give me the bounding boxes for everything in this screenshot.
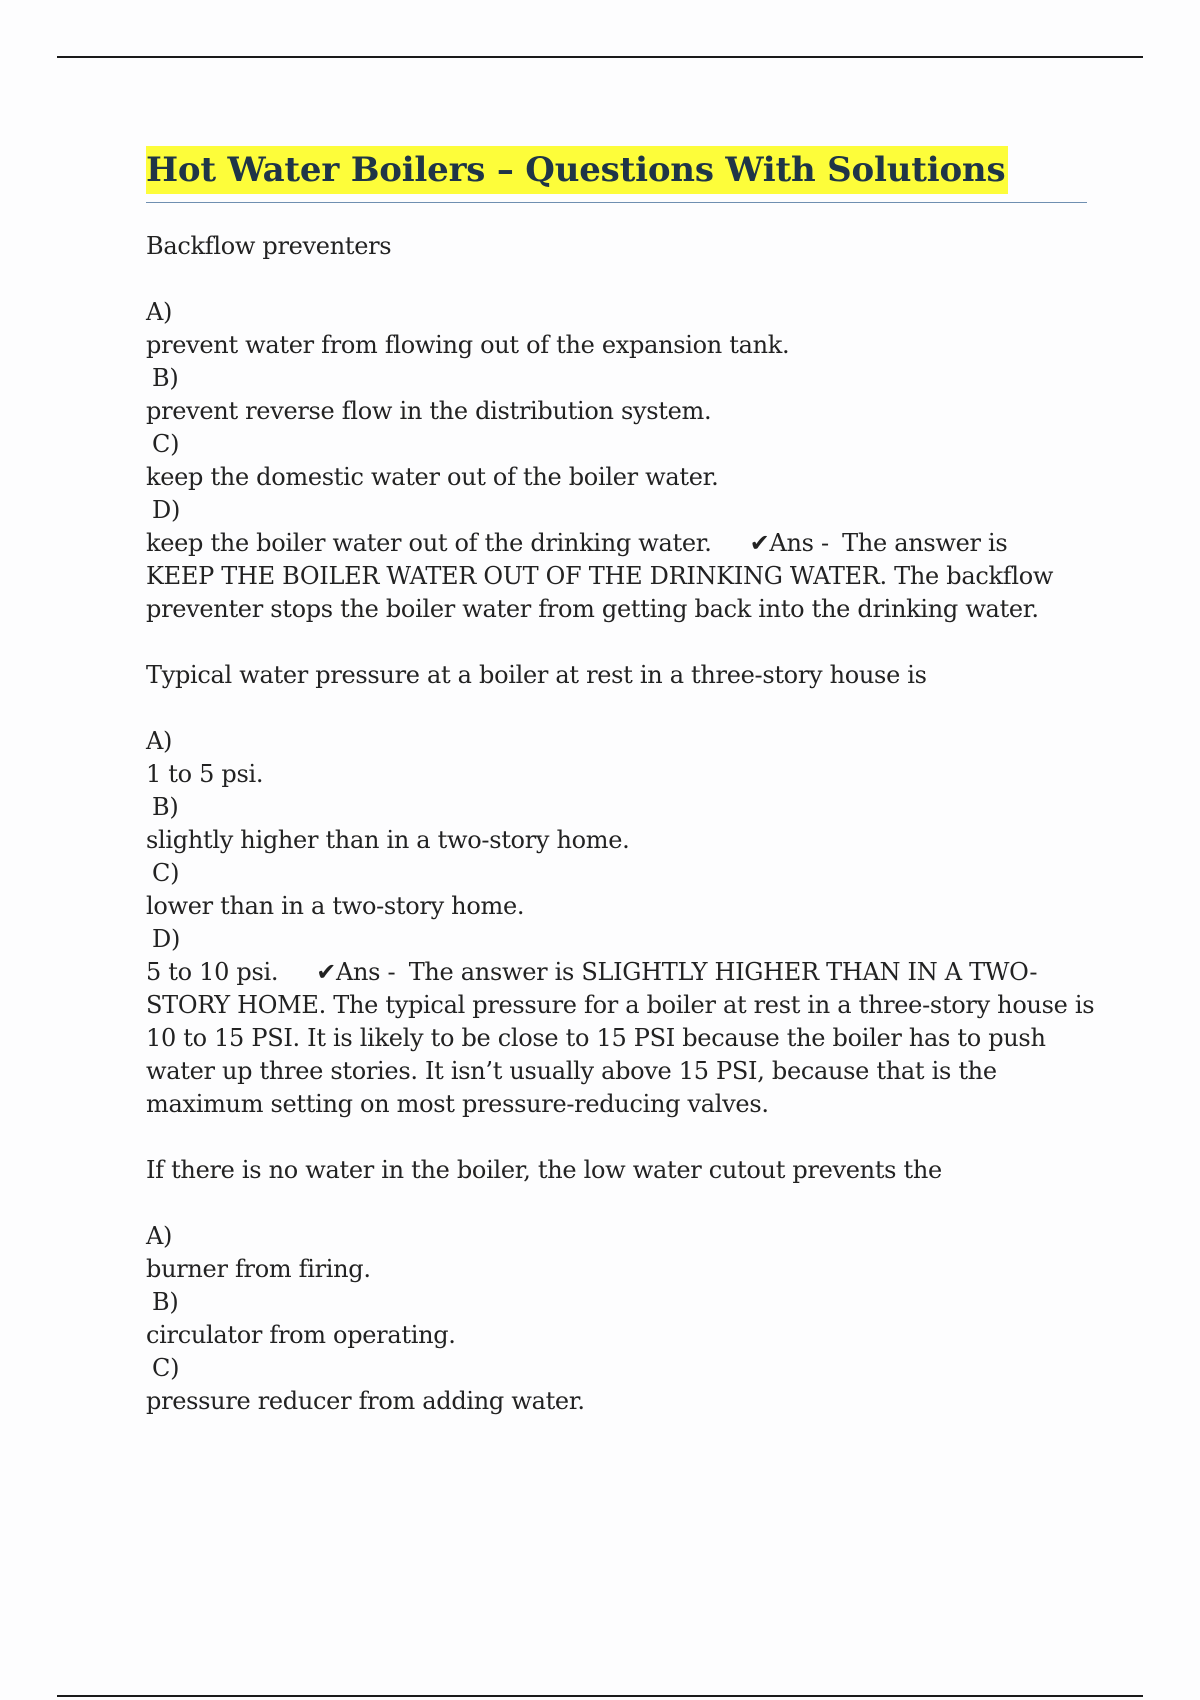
- answer-text: The answer is SLIGHTLY HIGHER THAN IN A TWO-: [408, 958, 1038, 986]
- page-bottom-rule: [57, 1695, 1143, 1697]
- option-text: keep the domestic water out of the boiler water.: [146, 463, 719, 491]
- option-text: 5 to 10 psi.: [146, 958, 279, 986]
- option-with-answer: [146, 956, 1106, 989]
- spacer: [146, 692, 1106, 725]
- question-1: [146, 230, 1106, 626]
- answer-text: maximum setting on most pressure-reducing valves.: [146, 1090, 769, 1118]
- option-text: pressure reducer from adding water.: [146, 1387, 585, 1415]
- answer-text: STORY HOME. The typical pressure for a boiler at rest in a three-story house is: [146, 991, 1095, 1019]
- question-2: [146, 659, 1106, 1121]
- answer-marker: ✔Ans -: [749, 529, 829, 557]
- option-text: circulator from operating.: [146, 1321, 456, 1349]
- answer-text: KEEP THE BOILER WATER OUT OF THE DRINKING WATER. The backflow: [146, 562, 1054, 590]
- option-label: B): [152, 364, 179, 392]
- answer-marker: ✔Ans -: [316, 958, 396, 986]
- option-label: C): [152, 1354, 180, 1382]
- option-text: keep the boiler water out of the drinking water.: [146, 529, 712, 557]
- question-stem: Typical water pressure at a boiler at rest in a three-story house is: [146, 661, 927, 689]
- option-label: A): [146, 298, 173, 326]
- document-title: Hot Water Boilers – Questions With Solutions: [146, 146, 1008, 194]
- option-label: B): [152, 1288, 179, 1316]
- option-text: prevent reverse flow in the distribution system.: [146, 397, 712, 425]
- option-label: B): [152, 793, 179, 821]
- option-text: slightly higher than in a two-story home.: [146, 826, 630, 854]
- spacer: [146, 626, 1106, 659]
- questions-body: [146, 230, 1106, 1418]
- option-label: D): [152, 925, 181, 953]
- spacer: [146, 1187, 1106, 1220]
- answer-text: preventer stops the boiler water from getting back into the drinking water.: [146, 595, 1039, 623]
- title-block: [146, 146, 1087, 203]
- option-text: 1 to 5 psi.: [146, 760, 264, 788]
- option-text: lower than in a two-story home.: [146, 892, 525, 920]
- option-label: C): [152, 859, 180, 887]
- option-with-answer: [146, 527, 1106, 560]
- question-stem: Backflow preventers: [146, 232, 392, 260]
- option-label: C): [152, 430, 180, 458]
- answer-text: 10 to 15 PSI. It is likely to be close to 15 PSI because the boiler has to push: [146, 1024, 1046, 1052]
- option-label: D): [152, 496, 181, 524]
- spacer: [146, 263, 1106, 296]
- answer-text: water up three stories. It isn’t usually above 15 PSI, because that is the: [146, 1057, 997, 1085]
- spacer: [146, 1121, 1106, 1154]
- question-3: [146, 1154, 1106, 1418]
- option-text: burner from firing.: [146, 1255, 371, 1283]
- question-stem: If there is no water in the boiler, the low water cutout prevents the: [146, 1156, 942, 1184]
- page-top-rule: [57, 56, 1143, 58]
- option-text: prevent water from flowing out of the expansion tank.: [146, 331, 790, 359]
- option-label: A): [146, 1222, 173, 1250]
- answer-text: The answer is: [842, 529, 1008, 557]
- option-label: A): [146, 727, 173, 755]
